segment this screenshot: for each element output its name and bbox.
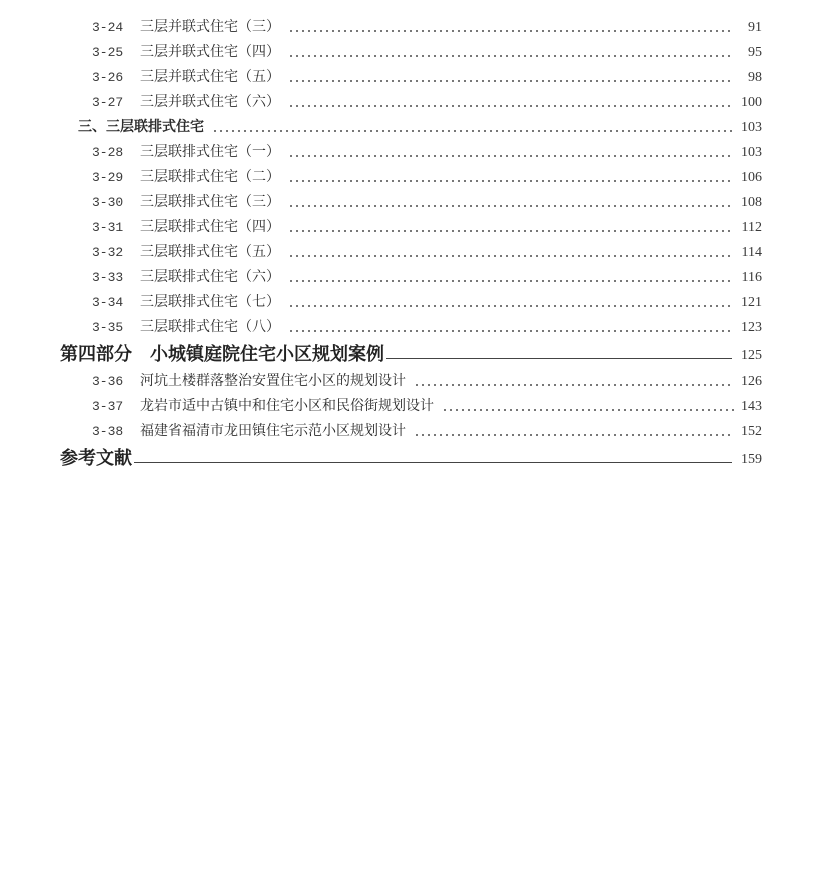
- entry-number: 3-25: [92, 45, 124, 60]
- toc-entry: [0, 265, 762, 287]
- dot-leader: [288, 55, 734, 57]
- toc-entry: [0, 90, 762, 112]
- toc-part-heading: [0, 445, 762, 471]
- page-number: 123: [741, 320, 762, 335]
- entry-number: 3-30: [92, 195, 124, 210]
- entry-title: 三层联排式住宅（五）: [140, 244, 280, 260]
- dot-leader: [288, 330, 734, 332]
- dot-leader: [288, 230, 734, 232]
- dot-leader: [212, 130, 734, 132]
- entry-title: 三层并联式住宅（三）: [140, 19, 280, 35]
- page-number: 106: [741, 170, 762, 185]
- toc-entry: [0, 240, 762, 262]
- toc-entry: [0, 419, 762, 441]
- dot-leader: [288, 80, 734, 82]
- entry-number: 3-35: [92, 320, 124, 335]
- page-number: 125: [741, 348, 762, 363]
- page-number: 159: [741, 452, 762, 467]
- entry-number: 3-27: [92, 95, 124, 110]
- toc-entry: [0, 394, 762, 416]
- entry-title: 三层联排式住宅（一）: [140, 144, 280, 160]
- entry-number: 3-24: [92, 20, 124, 35]
- dot-leader: [288, 155, 734, 157]
- entry-title: 三层联排式住宅（七）: [140, 294, 280, 310]
- page-number: 114: [741, 245, 762, 260]
- entry-title: 三层联排式住宅（四）: [140, 219, 280, 235]
- entry-number: 3-37: [92, 399, 124, 414]
- toc-entry: [0, 15, 762, 37]
- dot-leader: [442, 409, 734, 411]
- toc-entry: [0, 315, 762, 337]
- toc-part-heading: [0, 341, 762, 367]
- page-number: 91: [748, 20, 762, 35]
- page-number: 152: [741, 424, 762, 439]
- leader-rule: [134, 462, 732, 463]
- entry-number: 3-26: [92, 70, 124, 85]
- page-number: 108: [741, 195, 762, 210]
- entry-title: 河坑土楼群落整治安置住宅小区的规划设计: [140, 373, 406, 389]
- dot-leader: [414, 434, 734, 436]
- entry-number: 3-31: [92, 220, 124, 235]
- toc-entry: [0, 369, 762, 391]
- entry-title: 福建省福清市龙田镇住宅示范小区规划设计: [140, 423, 406, 439]
- page-number: 116: [741, 270, 762, 285]
- page-number: 121: [741, 295, 762, 310]
- toc-entry: [0, 165, 762, 187]
- entry-title: 三层并联式住宅（六）: [140, 94, 280, 110]
- page-number: 103: [741, 120, 762, 135]
- toc-entry: [0, 40, 762, 62]
- entry-number: 3-29: [92, 170, 124, 185]
- leader-rule: [386, 358, 732, 359]
- dot-leader: [288, 280, 734, 282]
- entry-title: 三层并联式住宅（四）: [140, 44, 280, 60]
- dot-leader: [288, 30, 734, 32]
- entry-title: 三层联排式住宅（二）: [140, 169, 280, 185]
- page-number: 112: [741, 220, 762, 235]
- dot-leader: [288, 205, 734, 207]
- entry-number: 3-33: [92, 270, 124, 285]
- entry-number: 3-28: [92, 145, 124, 160]
- section-title: 三、三层联排式住宅: [78, 119, 204, 135]
- part-title: 第四部分 小城镇庭院住宅小区规划案例: [60, 344, 384, 365]
- toc-entry: [0, 140, 762, 162]
- dot-leader: [288, 180, 734, 182]
- dot-leader: [288, 105, 734, 107]
- entry-title: 三层联排式住宅（八）: [140, 319, 280, 335]
- entry-number: 3-38: [92, 424, 124, 439]
- entry-number: 3-32: [92, 245, 124, 260]
- page-number: 103: [741, 145, 762, 160]
- dot-leader: [288, 255, 734, 257]
- toc-entry: [0, 215, 762, 237]
- dot-leader: [288, 305, 734, 307]
- entry-number: 3-36: [92, 374, 124, 389]
- toc-entry: [0, 65, 762, 87]
- entry-title: 三层并联式住宅（五）: [140, 69, 280, 85]
- page-number: 126: [741, 374, 762, 389]
- entry-title: 三层联排式住宅（六）: [140, 269, 280, 285]
- entry-title: 龙岩市适中古镇中和住宅小区和民俗街规划设计: [140, 398, 434, 414]
- toc-entry: [0, 290, 762, 312]
- page-number: 98: [748, 70, 762, 85]
- page-number: 95: [748, 45, 762, 60]
- entry-title: 三层联排式住宅（三）: [140, 194, 280, 210]
- page-number: 143: [741, 399, 762, 414]
- page-number: 100: [741, 95, 762, 110]
- entry-number: 3-34: [92, 295, 124, 310]
- dot-leader: [414, 384, 734, 386]
- toc-entry: [0, 190, 762, 212]
- toc-section-heading: [0, 115, 762, 137]
- part-title: 参考文献: [60, 448, 132, 469]
